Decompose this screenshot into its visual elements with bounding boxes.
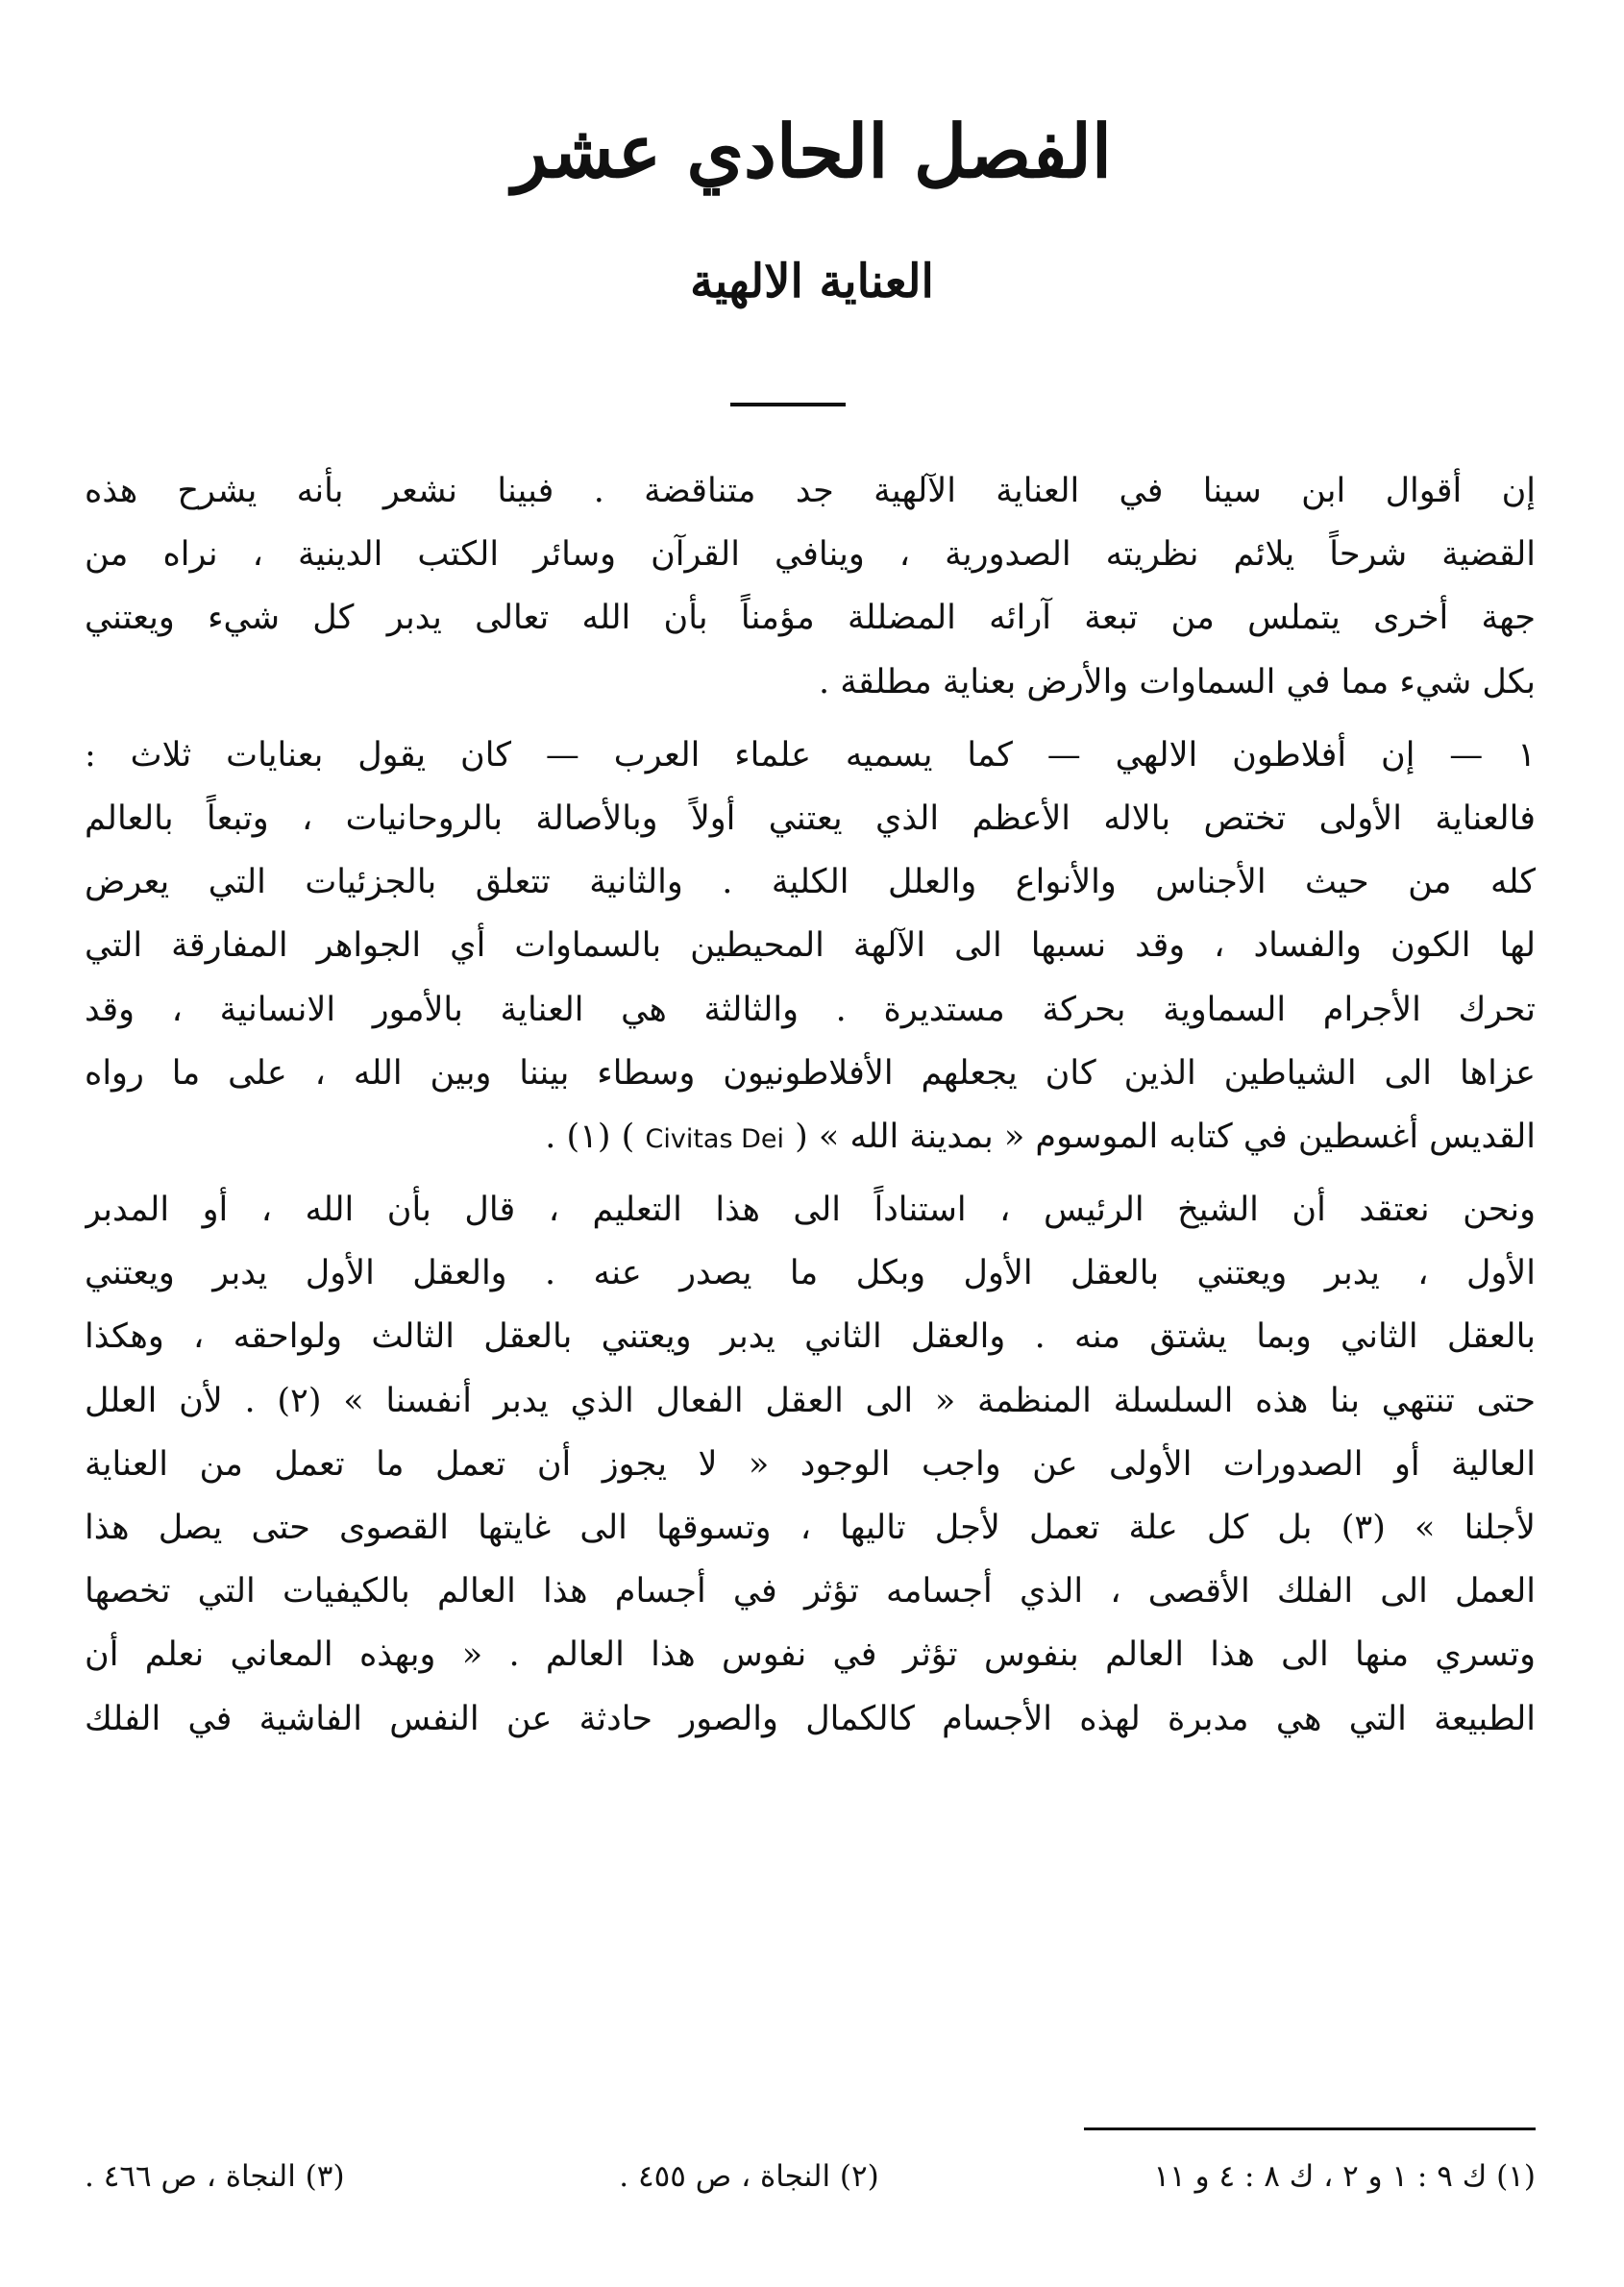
text-line: إن أقوال ابن سينا في العناية الآلهية جد متناقضة . فبينا نشعر بأنه يشرح هذه	[85, 472, 1536, 510]
text-line: العالية أو الصدورات الأولى عن واجب الوجود « لا يجوز أن تعمل ما تعمل من العناية	[85, 1444, 1536, 1484]
text-segment: القديس أغسطين في كتابه الموسوم « بمدينة الله » (	[795, 1117, 1536, 1156]
text-line: لأجلنا » (٣) بل كل علة تعمل لأجل تاليها ، وتسوقها الى غايتها القصوى حتى يصل هذا	[85, 1509, 1536, 1547]
text-line: ١ — إن أفلاطون الالهي — كما يسميه علماء العرب — كان يقول بعنايات ثلاث :	[85, 735, 1536, 775]
text-line: ونحن نعتقد أن الشيخ الرئيس ، استناداً الى هذا التعليم ، قال بأن الله ، أو المدبر	[85, 1191, 1536, 1230]
text-line: الأول ، يدبر ويعتني بالعقل الأول وبكل ما يصدر عنه . والعقل الأول يدبر ويعتني	[85, 1254, 1536, 1293]
text-line: جهة أخرى يتملس من تبعة آرائه المضللة مؤمناً بأن الله تعالى يدبر كل شيء ويعتني	[85, 599, 1536, 638]
latin-title: Civitas Dei	[645, 1123, 785, 1154]
text-line: فالعناية الأولى تختص بالاله الأعظم الذي يعتني أولاً وبالأصالة بالروحانيات ، وتبعاً بالعالم	[85, 799, 1536, 838]
chapter-title: الفصل الحادي عشر	[512, 109, 1112, 194]
section-title: العناية الالهية	[690, 255, 934, 308]
footnote-2: (٢) النجاة ، ص ٤٥٥ .	[619, 2159, 879, 2194]
text-line: عزاها الى الشياطين الذين كان يجعلهم الأفلاطونيون وسطاء بيننا وبين الله ، على ما رواه	[85, 1053, 1536, 1093]
text-line: بالعقل الثاني وبما يشتق منه . والعقل الثاني يدبر ويعتني بالعقل الثالث ولواحقه ، وهكذا	[85, 1317, 1536, 1357]
footnote-1: (١) ك ٩ : ١ و ٢ ، ك ٨ : ٤ و ١١	[1153, 2159, 1536, 2194]
footnote-3: (٣) النجاة ، ص ٤٦٦ .	[85, 2159, 345, 2194]
text-line	[85, 1105, 1536, 1168]
body-text	[85, 459, 1536, 1751]
text-segment: ) (١) .	[545, 1117, 635, 1156]
text-line: العمل الى الفلك الأقصى ، الذي أجسامه تؤثر في أجسام هذا العالم بالكيفيات التي تخصها	[85, 1572, 1536, 1611]
text-line: لها الكون والفساد ، وقد نسبها الى الآلهة المحيطين بالسماوات أي الجواهر المفارقة التي	[85, 926, 1536, 966]
text-line: كله من حيث الأجناس والأنواع والعلل الكلية . والثانية تتعلق بالجزئيات التي يعرض	[85, 863, 1536, 902]
text-line: القضية شرحاً يلائم نظريته الصدورية ، وينافي القرآن وسائر الكتب الدينية ، نراه من	[85, 535, 1536, 575]
footnotes	[85, 2152, 1536, 2201]
text-line: وتسري منها الى هذا العالم بنفوس تؤثر في نفوس هذا العالم . « وبهذه المعاني نعلم أن	[85, 1635, 1536, 1675]
text-line: تحرك الأجرام السماوية بحركة مستديرة . والثالثة هي العناية بالأمور الانسانية ، وقد	[85, 990, 1536, 1029]
text-line: الطبيعة التي هي مدبرة لهذه الأجسام كالكمال والصور حادثة عن النفس الفاشية في الفلك	[85, 1699, 1536, 1738]
text-line: حتى تنتهي بنا هذه السلسلة المنظمة « الى العقل الفعال الذي يدبر أنفسنا » (٢) . لأن العلل	[85, 1381, 1536, 1420]
text-line: بكل شيء مما في السماوات والأرض بعناية مطلقة .	[819, 662, 1536, 701]
footnote-divider	[1084, 2127, 1536, 2130]
title-divider	[730, 403, 846, 406]
